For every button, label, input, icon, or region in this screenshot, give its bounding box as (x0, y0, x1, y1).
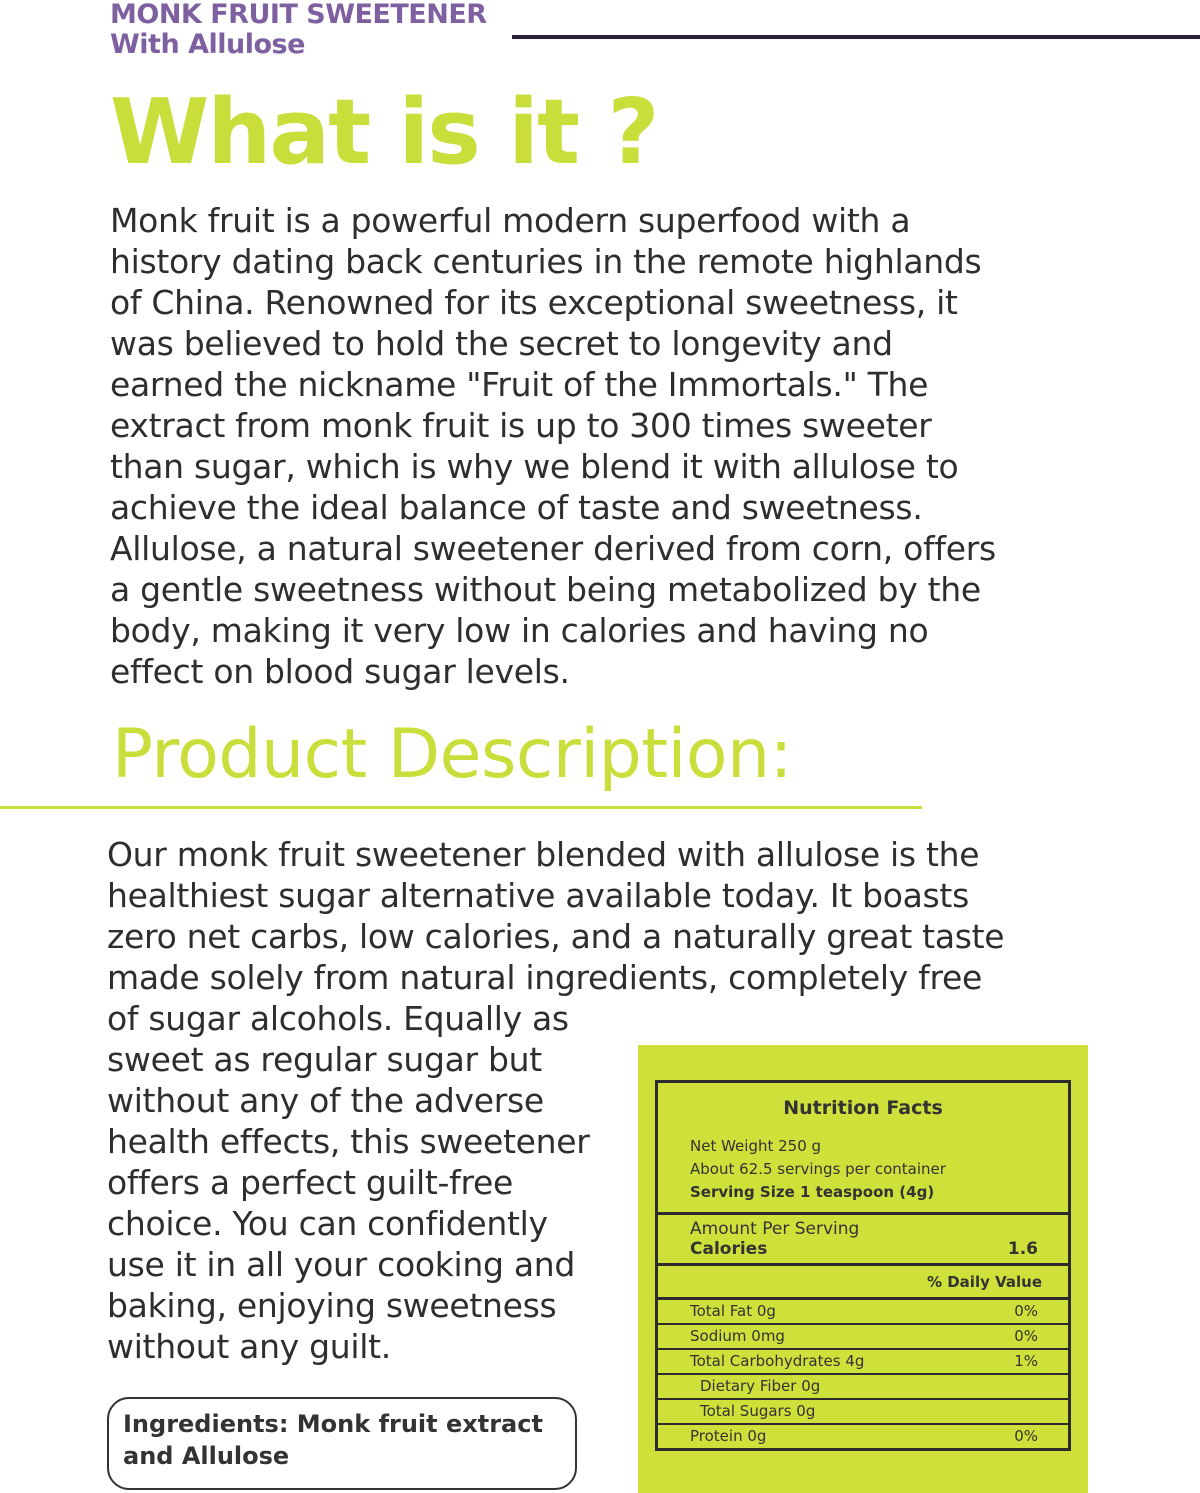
paragraph-line: choice. You can confidently (107, 1204, 548, 1243)
paragraph-line: sweet as regular sugar but (107, 1040, 542, 1079)
nutrient-daily-value: 0% (1014, 1327, 1038, 1345)
paragraph-line: use it in all your cooking and (107, 1245, 576, 1284)
paragraph-line: without any guilt. (107, 1327, 391, 1366)
paragraph-line: Our monk fruit sweetener blended with allulose is the (107, 835, 980, 874)
ingredients-line-2: and Allulose (123, 1442, 290, 1470)
paragraph-line: baking, enjoying sweetness (107, 1286, 557, 1325)
paragraph-line: of sugar alcohols. Equally as (107, 999, 569, 1038)
nutrient-daily-value: 1% (1014, 1352, 1038, 1370)
nutrient-daily-value: 0% (1014, 1302, 1038, 1320)
paragraph-line: than sugar, which is why we blend it with allulose to (110, 447, 959, 486)
nutrient-label: Sodium 0mg (690, 1327, 785, 1345)
nutrient-row (658, 1375, 1068, 1400)
nutrition-facts-label (655, 1080, 1071, 1451)
paragraph-line: made solely from natural ingredients, completely free (107, 958, 982, 997)
paragraph-line: effect on blood sugar levels. (110, 652, 570, 691)
ingredients-line-1: Ingredients: Monk fruit extract (123, 1410, 543, 1438)
nutrient-label: Protein 0g (690, 1427, 767, 1445)
header-divider (512, 35, 1200, 39)
servings-per-container: About 62.5 servings per container (690, 1160, 946, 1178)
nutrient-row (658, 1300, 1068, 1325)
nutrient-row (658, 1425, 1068, 1448)
amount-per-serving (658, 1215, 1068, 1263)
paragraph-line: without any of the adverse (107, 1081, 544, 1120)
paragraph-line: health effects, this sweetener (107, 1122, 590, 1161)
nutrition-meta (658, 1135, 1068, 1204)
nutrition-facts-title: Nutrition Facts (783, 1097, 943, 1119)
ingredients-box (107, 1397, 577, 1490)
paragraph-line: offers a perfect guilt-free (107, 1163, 514, 1202)
paragraph-line: zero net carbs, low calories, and a naturally great taste (107, 917, 1005, 956)
what-is-it-paragraph (110, 200, 996, 692)
brand-line-2: With Allulose (110, 29, 305, 60)
calories-label: Calories (690, 1239, 768, 1259)
amount-per-serving-label: Amount Per Serving (690, 1219, 860, 1239)
paragraph-line: healthiest sugar alternative available today. It boasts (107, 876, 969, 915)
serving-size: Serving Size 1 teaspoon (4g) (690, 1183, 935, 1201)
paragraph-line: body, making it very low in calories and having no (110, 611, 929, 650)
brand-title (110, 0, 487, 60)
calories-value: 1.6 (1007, 1239, 1038, 1259)
nutrient-row (658, 1350, 1068, 1375)
paragraph-line: achieve the ideal balance of taste and sweetness. (110, 488, 923, 527)
nutrient-label: Dietary Fiber 0g (700, 1377, 821, 1395)
nutrient-row (658, 1400, 1068, 1425)
daily-value-header: % Daily Value (926, 1273, 1042, 1291)
net-weight: Net Weight 250 g (690, 1137, 822, 1155)
paragraph-line: earned the nickname "Fruit of the Immortals." The (110, 365, 929, 404)
paragraph-line: Allulose, a natural sweetener derived from corn, offers (110, 529, 996, 568)
product-description-heading: Product Description: (112, 715, 792, 794)
what-is-it-heading: What is it ? (110, 80, 658, 185)
paragraph-line: of China. Renowned for its exceptional sweetness, it (110, 283, 958, 322)
paragraph-line: extract from monk fruit is up to 300 times sweeter (110, 406, 932, 445)
nutrient-label: Total Sugars 0g (700, 1402, 816, 1420)
brand-line-1: MONK FRUIT SWEETENER (110, 0, 487, 30)
description-divider (0, 806, 922, 809)
nutrient-label: Total Fat 0g (690, 1302, 776, 1320)
calories-row (690, 1239, 1038, 1259)
nutrient-label: Total Carbohydrates 4g (690, 1352, 865, 1370)
nutrient-daily-value: 0% (1014, 1427, 1038, 1445)
nutrient-row (658, 1325, 1068, 1350)
paragraph-line: was believed to hold the secret to longevity and (110, 324, 893, 363)
paragraph-line: Monk fruit is a powerful modern superfood with a (110, 201, 911, 240)
nutrition-panel (638, 1045, 1088, 1493)
paragraph-line: history dating back centuries in the remote highlands (110, 242, 982, 281)
paragraph-line: a gentle sweetness without being metabolized by the (110, 570, 981, 609)
